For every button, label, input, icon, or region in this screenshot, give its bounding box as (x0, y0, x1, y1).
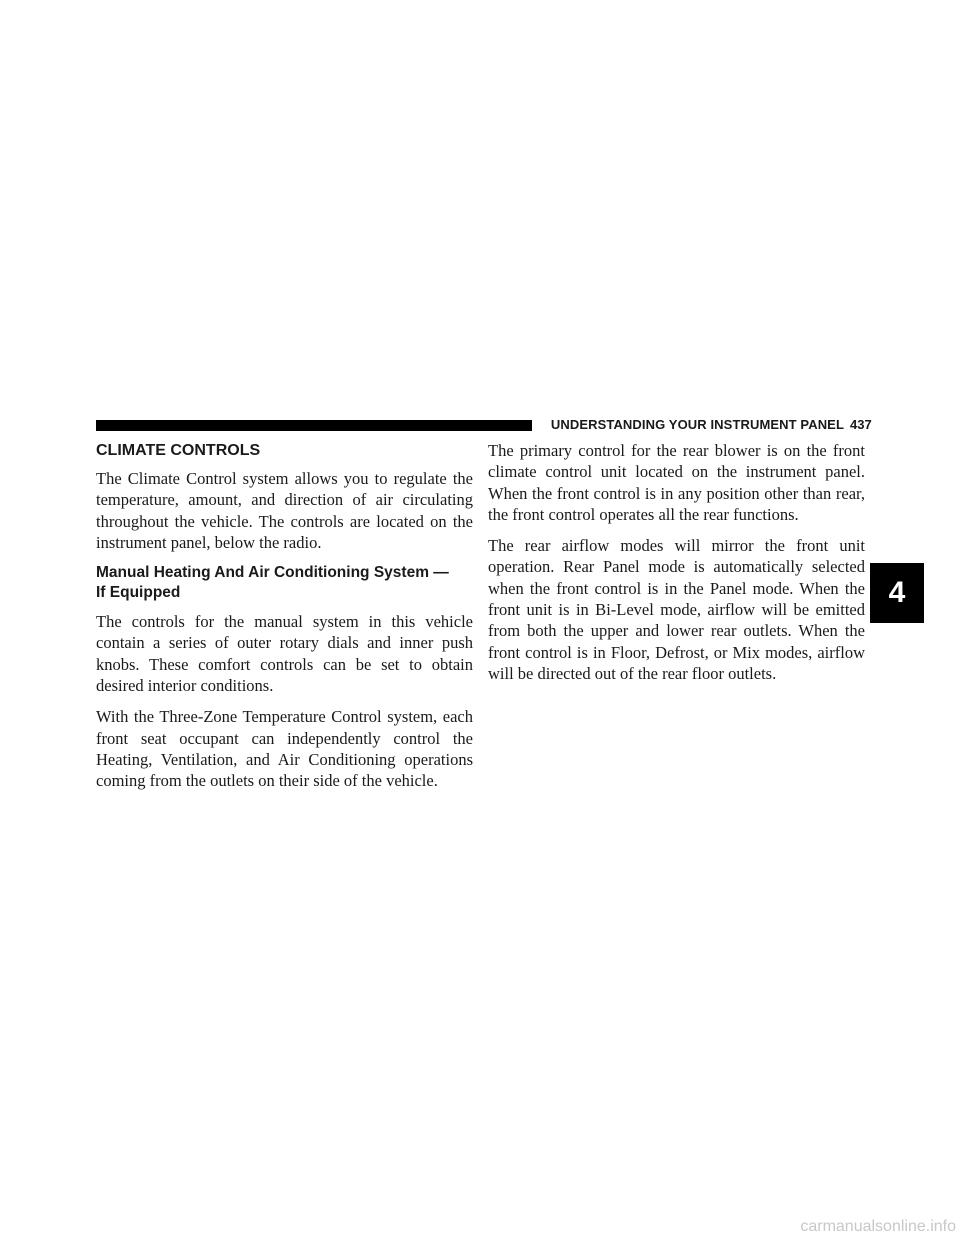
running-header-title: UNDERSTANDING YOUR INSTRUMENT PANEL (550, 417, 844, 432)
rear-airflow-paragraph: The rear airflow modes will mirror the front unit operation. Rear Panel mode is automatically selected when the front control is in the Panel mode. When the front unit is in Bi-Level mode, airflow will be emitted from both the upper and lower rear outlets. When the front control is in Floor, Defrost, or Mix modes, airflow will be directed out of the rear floor outlets. (488, 536, 865, 683)
watermark: carmanualsonline.info (800, 1218, 956, 1235)
subsection-heading-line-2: If Equipped (96, 584, 181, 602)
header-rule (96, 420, 532, 431)
subsection-heading (96, 563, 473, 603)
three-zone-paragraph: With the Three-Zone Temperature Control system, each front seat occupant can independently control the Heating, Ventilation, and Air Conditioning operations coming from the outlets on their side of the vehicle. (96, 707, 473, 791)
page-number: 437 (850, 417, 872, 432)
chapter-tab: 4 (870, 563, 924, 623)
subsection-heading-line-1: Manual Heating And Air Conditioning System — (96, 564, 449, 582)
manual-controls-paragraph: The controls for the manual system in this vehicle contain a series of outer rotary dials and inner push knobs. These comfort controls can be set to obtain desired interior conditions. (96, 612, 473, 696)
rear-blower-paragraph: The primary control for the rear blower is on the front climate control unit located on the instrument panel. When the front control is in any position other than rear, the front control operates all the rear functions. (488, 441, 865, 524)
right-column (488, 440, 865, 694)
section-heading: CLIMATE CONTROLS (96, 442, 261, 459)
left-column (96, 440, 473, 802)
intro-paragraph: The Climate Control system allows you to regulate the temperature, amount, and direction of air circulating throughout the vehicle. The controls are located on the instrument panel, below the radio. (96, 469, 473, 552)
